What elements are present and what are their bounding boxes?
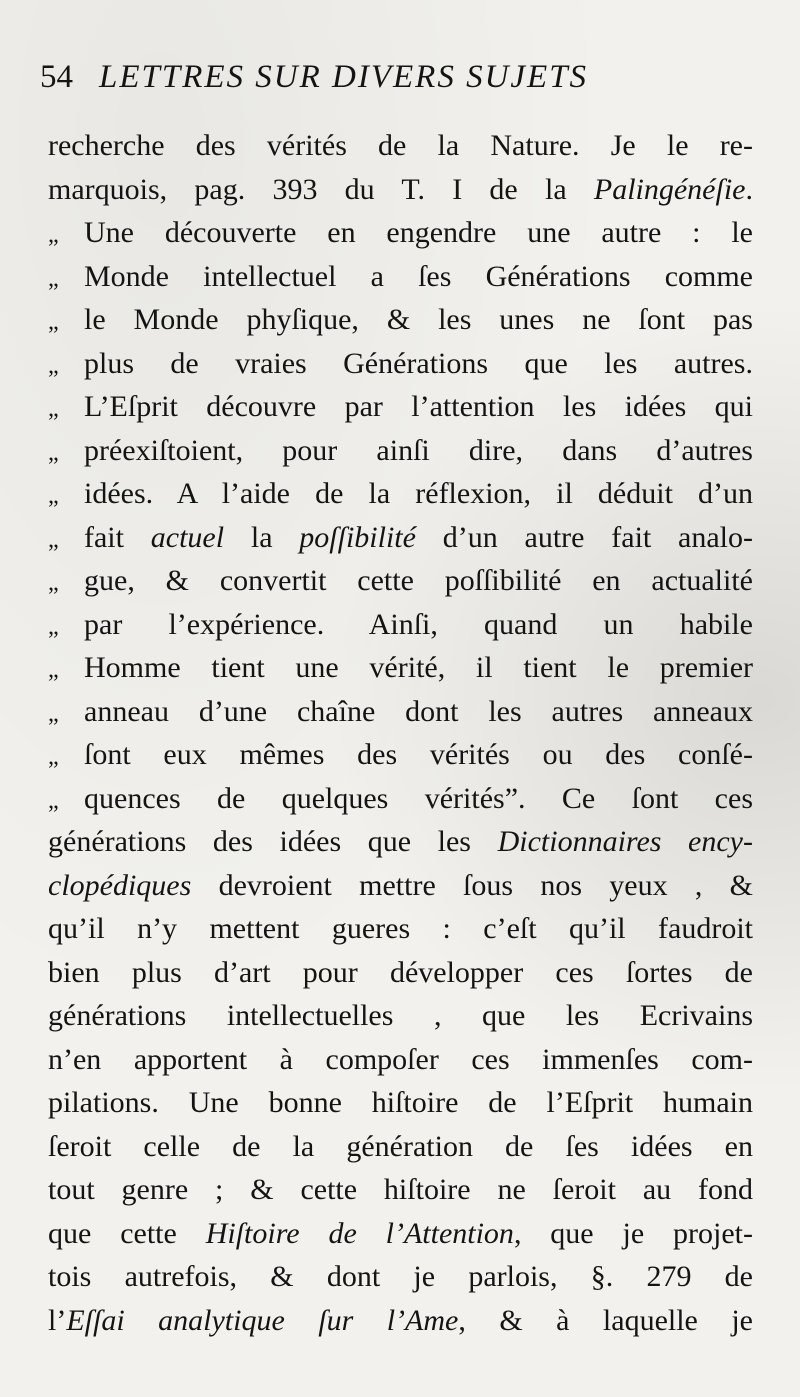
text-segment: recherche des vérités de la Nature. Je le re- (48, 129, 753, 162)
running-title: LETTRES SUR DIVERS SUJETS (99, 59, 589, 95)
text-segment: ſeroit celle de la génération de ſes idées en (48, 1129, 753, 1163)
text-segment: que cette (48, 1216, 206, 1250)
quote-mark: „ (48, 352, 59, 379)
body-text (48, 124, 753, 1342)
italic-text: poſſibilité (299, 520, 416, 554)
quote-mark: „ (48, 744, 59, 770)
page-number: 54 (40, 59, 73, 95)
text-segment: Monde intellectuel a ſes Générations comme (84, 259, 753, 293)
text-line (48, 298, 753, 342)
text-line (48, 124, 753, 168)
quote-mark: „ (48, 439, 59, 466)
text-segment: , & à laquelle je (458, 1303, 753, 1337)
text-segment: . (745, 172, 753, 206)
text-line (48, 690, 753, 734)
text-line (48, 472, 753, 516)
text-segment: la (224, 520, 300, 554)
italic-text: Palingénéſie (593, 172, 746, 206)
text-line (48, 1038, 753, 1082)
text-segment: idées. A l’aide de la réflexion, il déduit d’un (84, 477, 753, 510)
text-segment: générations des idées que les (48, 825, 498, 858)
text-line (48, 168, 753, 212)
text-line (48, 951, 753, 995)
text-line (48, 385, 753, 429)
text-segment: bien plus d’art pour développer ces ſortes de (48, 955, 753, 989)
quote-mark: „ (48, 613, 59, 640)
text-line (48, 1255, 753, 1299)
text-line (48, 646, 753, 690)
text-line (48, 1299, 753, 1343)
text-segment: d’un autre fait analo- (415, 520, 753, 554)
text-line (48, 1125, 753, 1169)
italic-text: Dictionnaires ency- (497, 825, 753, 858)
text-segment: préexiſtoient, pour ainſi dire, dans d’autres (84, 433, 753, 467)
text-line (48, 211, 753, 255)
text-segment: par l’expérience. Ainſi, quand un habile (84, 607, 753, 641)
quote-mark: „ (48, 787, 59, 814)
quote-mark: „ (48, 222, 59, 248)
text-segment: le Monde phyſique, & les unes ne ſont pas (84, 303, 753, 336)
text-segment: devroient mettre ſous nos yeux , & (191, 868, 753, 902)
italic-text: clopédiques (48, 868, 192, 902)
text-segment: ſont eux mêmes des vérités ou des conſé- (84, 738, 753, 771)
text-line (48, 342, 753, 386)
text-segment: tout genre ; & cette hiſtoire ne ſeroit au fond (48, 1173, 753, 1206)
text-segment: L’Eſprit découvre par l’attention les idées qui (84, 390, 753, 423)
italic-text: actuel (150, 520, 225, 554)
text-segment: tois autrefois, & dont je parlois, §. 279 de (48, 1260, 753, 1293)
text-segment: marquois, pag. 393 du T. I de la (48, 172, 594, 206)
text-line (48, 733, 753, 777)
quote-mark: „ (48, 526, 59, 553)
text-segment: générations intellectuelles , que les Ecrivains (48, 999, 753, 1032)
text-line (48, 516, 753, 560)
text-segment: pilations. Une bonne hiſtoire de l’Eſprit humain (48, 1086, 753, 1119)
quote-mark: „ (48, 396, 59, 422)
text-line (48, 429, 753, 473)
text-segment: , que je projet- (513, 1216, 753, 1250)
italic-text: Hiſtoire de l’Attention (205, 1216, 514, 1250)
text-segment: Une découverte en engendre une autre : le (84, 216, 753, 249)
text-segment: n’en apportent à compoſer ces immenſes com- (48, 1042, 753, 1076)
quote-mark: „ (48, 483, 59, 509)
text-line (48, 559, 753, 603)
quote-mark: „ (48, 700, 59, 727)
quote-mark: „ (48, 265, 59, 292)
text-line (48, 1212, 753, 1256)
text-line (48, 994, 753, 1038)
quote-mark: „ (48, 309, 59, 335)
text-line (48, 1168, 753, 1212)
page-header (40, 52, 760, 102)
text-segment: anneau d’une chaîne dont les autres anneaux (84, 694, 753, 728)
italic-text: Eſſai analytique ſur l’Ame (66, 1303, 459, 1337)
text-segment: plus de vraies Générations que les autres. (84, 346, 753, 380)
text-line (48, 777, 753, 821)
text-line (48, 864, 753, 908)
text-segment: qu’il n’y mettent gueres : c’eſt qu’il faudroit (48, 912, 753, 945)
text-line (48, 907, 753, 951)
text-segment: quences de quelques vérités”. Ce ſont ces (84, 781, 753, 815)
text-segment: fait (84, 520, 151, 554)
text-line (48, 1081, 753, 1125)
text-segment: gue, & convertit cette poſſibilité en actualité (84, 564, 753, 597)
text-line (48, 603, 753, 647)
text-segment: l’ (48, 1303, 67, 1337)
text-segment: Homme tient une vérité, il tient le premier (84, 651, 753, 684)
text-line (48, 820, 753, 864)
quote-mark: „ (48, 657, 59, 683)
quote-mark: „ (48, 570, 59, 596)
text-line (48, 255, 753, 299)
